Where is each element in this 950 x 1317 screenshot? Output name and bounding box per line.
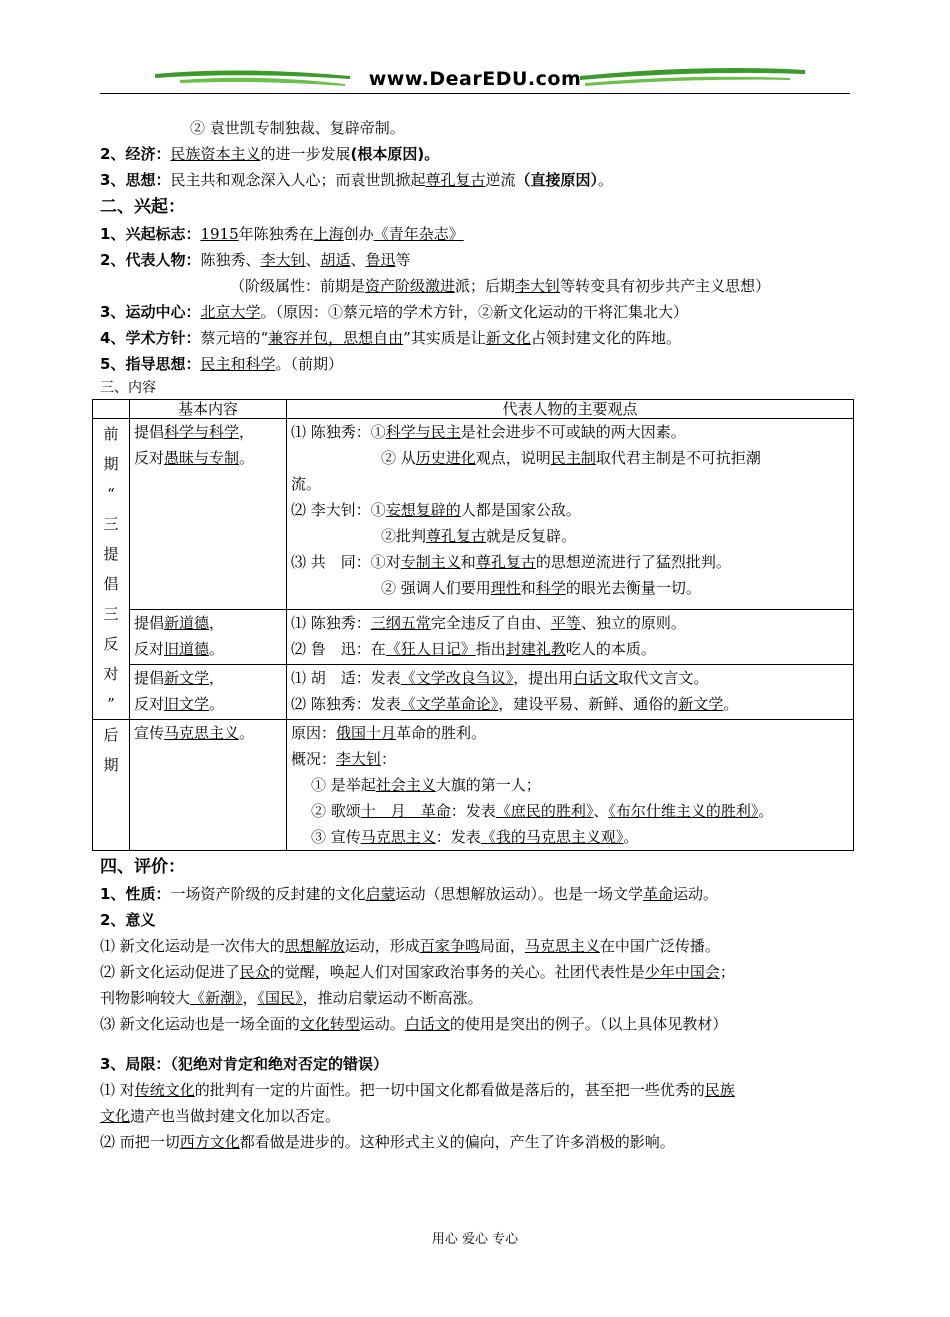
text-run: ⑴ 胡 适：发表 xyxy=(291,668,401,687)
item-label: 兴起标志： xyxy=(125,225,201,243)
text-run: ② 歌颂 xyxy=(311,802,361,820)
text-run: 蔡元培的“ xyxy=(200,329,269,347)
content-table xyxy=(92,399,854,851)
text-run: 大旗的第一人； xyxy=(435,776,541,794)
table-row xyxy=(93,419,854,610)
text-run: 反对 xyxy=(134,694,165,713)
item-number: 1、 xyxy=(100,885,126,903)
header-divider xyxy=(100,93,850,94)
underlined-term: 《我的马克思主义观》 xyxy=(480,828,624,846)
site-logo-text[interactable]: www.DearEDU.com xyxy=(368,68,582,90)
text-run: 的思想逆流进行了猛烈批判。 xyxy=(535,553,731,571)
early-period-label xyxy=(93,419,130,720)
view-line xyxy=(291,691,849,717)
period-char: 三 xyxy=(103,605,119,623)
text-run: 的眼光去衡量一切。 xyxy=(565,579,701,597)
text-run: 派；后期 xyxy=(455,277,516,295)
text-run: 。 xyxy=(239,449,255,467)
period-char: “ xyxy=(107,485,115,503)
text-run: 民主共和观念深入人心；而袁世凯掀起 xyxy=(170,171,426,189)
text-run: ， xyxy=(209,668,225,687)
background-item xyxy=(100,141,860,167)
basic-content-cell xyxy=(130,664,287,719)
text-run: 完全违反了自由、 xyxy=(430,613,551,632)
underlined-term: 马克思主义 xyxy=(524,937,600,955)
underlined-term: 新道德 xyxy=(164,613,210,632)
item-number: 3、 xyxy=(100,171,126,189)
underlined-term: 《庶民的胜利》 xyxy=(495,802,594,820)
text-run: 反对 xyxy=(134,639,165,658)
meaning-line xyxy=(100,1011,860,1037)
text-run: 的觉醒，唤起人们对国家政治事务的关心。社团代表性是 xyxy=(269,963,645,981)
view-line xyxy=(291,549,849,575)
view-line xyxy=(291,772,849,798)
table-corner xyxy=(93,400,130,419)
underlined-term: 李大钊 xyxy=(515,277,561,295)
period-char: 后 xyxy=(103,726,119,744)
view-line xyxy=(291,419,849,445)
underlined-term: 鲁迅 xyxy=(365,251,396,269)
text-run: ⑴ 陈独秀：① xyxy=(291,423,386,441)
underlined-term: 资产阶级激进 xyxy=(365,277,456,295)
period-char: 前 xyxy=(103,425,119,443)
text-run: ⑵ 李大钊：① xyxy=(291,501,386,519)
underlined-term: 启蒙 xyxy=(365,885,396,903)
text-run: 。 xyxy=(239,724,255,742)
text-run: 遗产也当做封建文化加以否定。 xyxy=(130,1107,341,1125)
table-row xyxy=(93,664,854,719)
meaning-line xyxy=(100,959,860,985)
text-run: 创办 xyxy=(343,225,374,243)
background-list xyxy=(100,141,860,193)
text-run: 刊物影响较大 xyxy=(100,989,191,1007)
table-row xyxy=(93,609,854,664)
view-line xyxy=(291,798,849,824)
underlined-term: 妄想复辟的 xyxy=(385,501,461,519)
section2-list xyxy=(100,221,860,377)
basic-content-cell xyxy=(130,720,287,851)
underlined-term: 平等 xyxy=(550,613,581,632)
section4-title: 四、评价： xyxy=(100,857,185,877)
underlined-term: 尊孔复古 xyxy=(425,171,486,189)
section2-item xyxy=(100,247,860,273)
text-run: （阶级属性：前期是 xyxy=(230,277,366,295)
text-run: 原因： xyxy=(291,724,337,742)
item-number: 2、 xyxy=(100,251,126,269)
section2-item xyxy=(100,273,860,299)
underlined-term: 民族 xyxy=(704,1081,735,1099)
basic-content-cell xyxy=(130,419,287,610)
underlined-term: 民族资本主义 xyxy=(170,145,261,163)
text-run: ① 是举起 xyxy=(311,776,376,794)
meaning-title: 2、意义 xyxy=(100,911,156,929)
text-run: ⑵ 鲁 迅：在 xyxy=(291,639,386,658)
text-run: 宣传 xyxy=(134,724,165,742)
cell-line xyxy=(134,445,282,471)
underlined-term: 新文学 xyxy=(678,694,724,713)
cell-line xyxy=(134,419,282,445)
underlined-term: 尊孔复古 xyxy=(475,553,536,571)
period-char: 三 xyxy=(103,515,119,533)
text-run: 、 xyxy=(305,251,321,269)
underlined-term: 科学与科学 xyxy=(164,423,240,441)
views-cell xyxy=(287,664,854,719)
section4-body xyxy=(100,881,860,1155)
text-run: (根本原因)。 xyxy=(350,145,440,163)
views-cell xyxy=(287,609,854,664)
text-run: ， xyxy=(239,423,255,441)
underlined-term: 尊孔复古 xyxy=(426,527,487,545)
text-run: 。（原因：①蔡元培的学术方针，②新文化运动的干将汇集北大） xyxy=(260,303,688,321)
text-run: ⑶ 新文化运动也是一场全面的 xyxy=(100,1015,300,1033)
text-run: ”其实质是让 xyxy=(403,329,486,347)
item-label: 代表人物： xyxy=(125,251,201,269)
text-run: 提倡 xyxy=(134,613,165,632)
period-char: 期 xyxy=(103,455,119,473)
text-run: 运动。 xyxy=(673,885,719,903)
underlined-term: 新文化 xyxy=(485,329,531,347)
underlined-term: 民主制 xyxy=(550,449,596,467)
text-run: 等转变具有初步共产主义思想） xyxy=(560,277,771,295)
text-run: ：发表 xyxy=(435,828,481,846)
period-char: 反 xyxy=(103,635,119,653)
text-run: ⑵ 而把一切 xyxy=(100,1133,180,1151)
view-line xyxy=(291,720,849,746)
underlined-term: 专制主义 xyxy=(400,553,461,571)
text-run: 都看做是进步的。这种形式主义的偏向，产生了许多消极的影响。 xyxy=(239,1133,675,1151)
text-run: 、 xyxy=(593,802,609,820)
view-line xyxy=(291,636,849,662)
section2-title: 二、兴起： xyxy=(100,197,185,217)
underlined-term: 《国民》 xyxy=(257,989,303,1007)
text-run: 的批判有一定的片面性。把一切中国文化都看做是落后的，甚至把一些优秀的 xyxy=(194,1081,705,1099)
text-run: 。 xyxy=(623,828,639,846)
underlined-term: 西方文化 xyxy=(179,1133,240,1151)
item-number: 1、 xyxy=(100,225,126,243)
text-run: 取代君主制是不可抗拒潮 xyxy=(595,449,761,467)
section2-item xyxy=(100,325,860,351)
section3-title: 三、内容 xyxy=(100,380,156,396)
underlined-term: 民主和科学 xyxy=(200,355,276,373)
underlined-term: 《文学革命论》 xyxy=(400,694,499,713)
text-run: 是社会进步不可或缺的两大因素。 xyxy=(460,423,686,441)
text-run: 人都是国家公敌。 xyxy=(460,501,581,519)
underlined-term: 思想解放 xyxy=(284,937,345,955)
meaning-line xyxy=(100,985,860,1011)
text-run: 在中国广泛传播。 xyxy=(599,937,720,955)
text-run: 。 xyxy=(758,802,774,820)
underlined-term: 三纲五常 xyxy=(370,613,431,632)
underlined-term: 民众 xyxy=(239,963,270,981)
underlined-term: 革命 xyxy=(643,885,674,903)
view-line xyxy=(291,665,849,691)
text-run: 概况： xyxy=(291,750,337,768)
item-label: 运动中心： xyxy=(125,303,201,321)
underlined-term: 俄国十月 xyxy=(336,724,397,742)
document-body xyxy=(100,115,860,1155)
view-line xyxy=(291,746,849,772)
text-run: 一场资产阶级的反封建的文化 xyxy=(170,885,366,903)
text-run: ，建设平易、新鲜、通俗的 xyxy=(498,694,679,713)
text-run: 等 xyxy=(395,251,411,269)
underlined-term: 马克思主义 xyxy=(360,828,436,846)
text-run: 。 xyxy=(209,639,225,658)
period-char: 对 xyxy=(103,665,119,683)
text-run: 。（前期） xyxy=(275,355,343,373)
limits-line xyxy=(100,1103,860,1129)
text-run: ⑴ 新文化运动是一次伟大的 xyxy=(100,937,285,955)
underlined-term: 上海 xyxy=(313,225,344,243)
text-run: 和 xyxy=(460,553,476,571)
site-header xyxy=(100,62,850,96)
underlined-term: 社会主义 xyxy=(375,776,436,794)
text-run: 提倡 xyxy=(134,668,165,687)
underlined-term: 愚昧与专制 xyxy=(164,449,240,467)
text-run: 、 xyxy=(350,251,366,269)
text-run: （直接原因） xyxy=(515,171,599,189)
view-line xyxy=(291,445,849,471)
text-run: ⑴ 陈独秀： xyxy=(291,613,371,632)
underlined-term: 马克思主义 xyxy=(164,724,240,742)
text-run: 、独立的原则。 xyxy=(580,613,686,632)
underlined-term: 白话文 xyxy=(573,668,619,687)
period-char: ” xyxy=(107,695,115,713)
text-run: 观点，说明 xyxy=(475,449,551,467)
underlined-term: 旧文学 xyxy=(164,694,210,713)
text-run: 。 xyxy=(723,694,739,713)
underlined-term: 旧道德 xyxy=(164,639,210,658)
text-run: 陈独秀、 xyxy=(200,251,261,269)
text-run: ⑵ 新文化运动促进了 xyxy=(100,963,240,981)
text-run: ③ 宣传 xyxy=(311,828,361,846)
underlined-term: 理性 xyxy=(490,579,521,597)
underlined-term: 少年中国会 xyxy=(644,963,720,981)
text-run: ， xyxy=(209,613,225,632)
table-header-basic: 基本内容 xyxy=(130,400,287,419)
section2-item xyxy=(100,351,860,377)
underlined-term: 北京大学 xyxy=(200,303,261,321)
item-number: 5、 xyxy=(100,355,126,373)
view-line xyxy=(291,471,849,497)
limits-line xyxy=(100,1077,860,1103)
text-run: ⑴ 对 xyxy=(100,1081,135,1099)
item-label: 性质： xyxy=(125,885,171,903)
underlined-term: 百家争鸣 xyxy=(419,937,480,955)
period-char: 倡 xyxy=(103,575,119,593)
item-label: 学术方针： xyxy=(125,329,201,347)
underlined-term: 胡适 xyxy=(320,251,351,269)
underlined-term: 科学 xyxy=(535,579,566,597)
text-run: 指出 xyxy=(475,639,506,658)
table-header-views: 代表人物的主要观点 xyxy=(287,400,854,419)
intro-item: ② 袁世凯专制独裁、复辟帝制。 xyxy=(190,119,405,137)
text-run: 年陈独秀在 xyxy=(238,225,314,243)
period-char: 提 xyxy=(103,545,119,563)
item-label: 经济： xyxy=(125,145,171,163)
basic-content-cell xyxy=(130,609,287,664)
cell-line xyxy=(134,691,282,717)
view-line xyxy=(291,575,849,601)
limits-line xyxy=(100,1129,860,1155)
text-run: ， xyxy=(242,989,258,1007)
views-cell xyxy=(287,419,854,610)
text-run: 逆流 xyxy=(485,171,516,189)
text-run: 反对 xyxy=(134,449,165,467)
cell-line xyxy=(134,610,282,636)
underlined-term: 封建礼教 xyxy=(505,639,566,658)
underlined-term: 《狂人日记》 xyxy=(385,639,476,658)
text-run: 的进一步发展 xyxy=(260,145,351,163)
text-run: 。 xyxy=(209,694,225,713)
text-run: 运动（思想解放运动）。也是一场文学 xyxy=(395,885,643,903)
late-period-label xyxy=(93,720,130,851)
text-run: 取代文言文。 xyxy=(618,668,709,687)
text-run: ：发表 xyxy=(450,802,496,820)
underlined-term: 兼容并包，思想自由 xyxy=(268,329,404,347)
text-run: ，提出用 xyxy=(513,668,574,687)
text-run: ⑶ 共 同：①对 xyxy=(291,553,401,571)
text-run: ，推动启蒙运动不断高涨。 xyxy=(302,989,483,1007)
underlined-term: 李大钊 xyxy=(260,251,306,269)
cell-line xyxy=(134,720,282,746)
underlined-term: 《青年杂志》 xyxy=(373,225,464,243)
spacer xyxy=(100,1037,860,1051)
underlined-term: 科学与民主 xyxy=(385,423,461,441)
text-run: 提倡 xyxy=(134,423,165,441)
text-run: ； xyxy=(719,963,735,981)
view-line xyxy=(291,824,849,850)
underlined-term: 李大钊 xyxy=(336,750,382,768)
underlined-term: 十 月 革命 xyxy=(360,802,451,820)
underlined-term: 1915 xyxy=(200,225,239,243)
view-line xyxy=(291,497,849,523)
underlined-term: 文化 xyxy=(100,1107,131,1125)
text-run: ② 强调人们要用 xyxy=(381,579,491,597)
text-run: ② 从 xyxy=(381,449,416,467)
cell-line xyxy=(134,636,282,662)
section2-item xyxy=(100,221,860,247)
text-run: 。 xyxy=(598,171,614,189)
underlined-term: 白话文 xyxy=(404,1015,450,1033)
text-run: 占领封建文化的阵地。 xyxy=(530,329,681,347)
text-run: 运动。 xyxy=(359,1015,405,1033)
text-run: ②批判 xyxy=(381,527,427,545)
cell-line xyxy=(134,665,282,691)
background-item xyxy=(100,167,860,193)
item-label: 思想： xyxy=(125,171,171,189)
text-run: 运动，形成 xyxy=(344,937,420,955)
table-body xyxy=(93,419,854,851)
underlined-term: 文化转型 xyxy=(299,1015,360,1033)
text-run: 局面， xyxy=(479,937,525,955)
text-run: 流。 xyxy=(291,475,322,493)
underlined-term: 《文学改良刍议》 xyxy=(400,668,514,687)
meaning-line xyxy=(100,933,860,959)
text-run: 吃人的本质。 xyxy=(565,639,656,658)
item-label: 指导思想： xyxy=(125,355,201,373)
nature-item xyxy=(100,881,860,907)
item-number: 3、 xyxy=(100,303,126,321)
item-number: 4、 xyxy=(100,329,126,347)
page-footer: 用心 爱心 专心 xyxy=(431,1232,519,1247)
limits-title: 3、局限：（犯绝对肯定和绝对否定的错误） xyxy=(100,1055,388,1073)
text-run: ： xyxy=(381,750,397,768)
view-line xyxy=(291,523,849,549)
table-row xyxy=(93,720,854,851)
text-run: 就是反复辟。 xyxy=(486,527,577,545)
underlined-term: 新文学 xyxy=(164,668,210,687)
period-char: 期 xyxy=(103,756,119,774)
text-run: ⑵ 陈独秀：发表 xyxy=(291,694,401,713)
views-cell xyxy=(287,720,854,851)
underlined-term: 历史进化 xyxy=(415,449,476,467)
section2-item xyxy=(100,299,860,325)
text-run: 和 xyxy=(520,579,536,597)
item-number: 2、 xyxy=(100,145,126,163)
underlined-term: 《布尔什维主义的胜利》 xyxy=(608,802,759,820)
view-line xyxy=(291,610,849,636)
text-run: 革命的胜利。 xyxy=(396,724,487,742)
text-run: 的使用是突出的例子。（以上具体见教材） xyxy=(449,1015,728,1033)
underlined-term: 传统文化 xyxy=(134,1081,195,1099)
underlined-term: 《新潮》 xyxy=(190,989,243,1007)
